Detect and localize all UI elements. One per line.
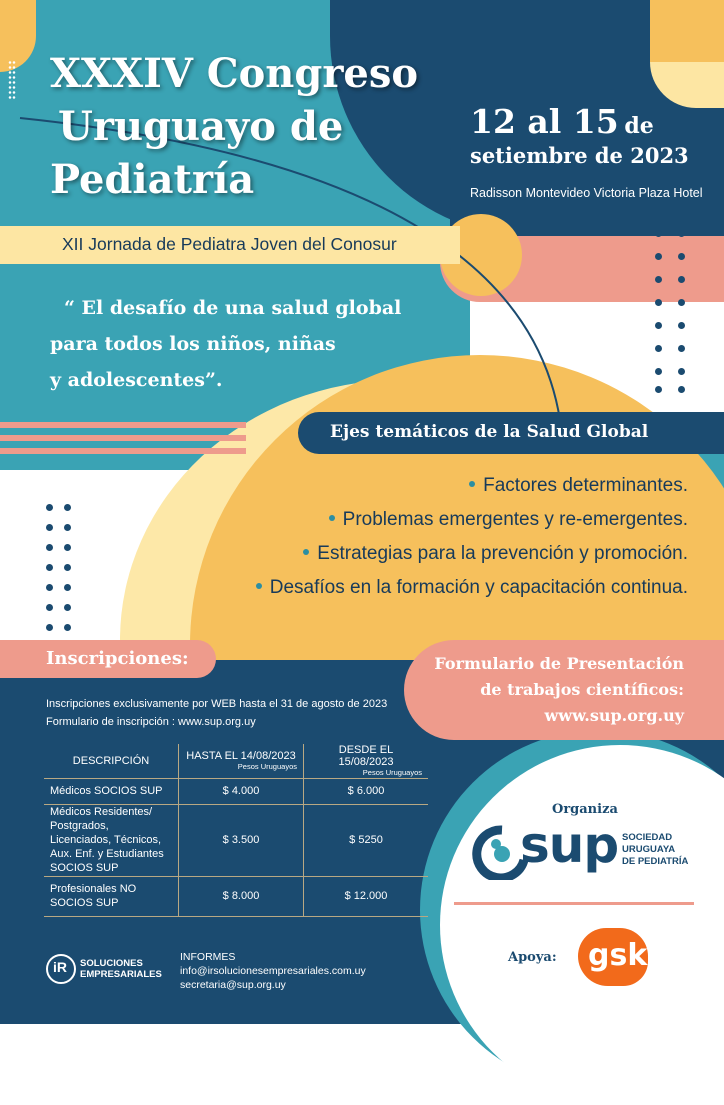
col-header-sub: Pesos Uruguayos — [237, 762, 297, 772]
eje-text: Estrategias para la prevención y promoción. — [317, 543, 688, 564]
bullet-icon — [469, 481, 475, 487]
eje-text: Desafíos en la formación y capacitación continua. — [269, 577, 688, 598]
price-table — [44, 744, 428, 917]
quote-line-3: y adolescentes”. — [50, 369, 223, 391]
inscripciones-info-1: Inscripciones exclusivamente por WEB hasta el 31 de agosto de 2023 — [46, 698, 388, 710]
col-header — [304, 744, 429, 778]
col-header-text: HASTA EL 14/08/2023 — [186, 750, 296, 763]
eje-item — [256, 577, 688, 599]
formulario-line-1: Formulario de Presentación — [434, 654, 684, 673]
ir-logo-line: EMPRESARIALES — [80, 969, 162, 980]
cell-desde: $ 5250 — [304, 804, 429, 876]
event-dates — [470, 102, 654, 141]
informes-email-2[interactable]: secretaria@sup.org.uy — [180, 979, 286, 991]
bullet-icon — [329, 515, 335, 521]
eje-item — [469, 475, 688, 497]
col-header-sub: Pesos Uruguayos — [362, 768, 422, 778]
quote-line-2: para todos los niños, niñas — [50, 333, 336, 355]
cell-hasta: $ 8.000 — [179, 876, 304, 916]
sup-logo-text: sup — [520, 816, 619, 874]
col-header — [44, 744, 179, 778]
bullet-icon — [256, 583, 262, 589]
cell-hasta: $ 3.500 — [179, 804, 304, 876]
formulario-link[interactable]: www.sup.org.uy — [544, 706, 684, 725]
bullet-icon — [303, 549, 309, 555]
venue: Radisson Montevideo Victoria Plaza Hotel — [470, 186, 703, 200]
sup-name-line: URUGUAYA — [622, 844, 676, 855]
sup-name-line: DE PEDIATRÍA — [622, 856, 689, 867]
table-row — [44, 804, 428, 876]
ir-logo-text — [80, 958, 162, 980]
date-month-year: setiembre de 2023 — [470, 143, 689, 168]
eje-item — [329, 509, 688, 531]
quote-line-1: “ El desafío de una salud global — [64, 297, 402, 319]
cell-desc: Médicos Residentes/ Postgrados, Licenciados, Técnicos, Aux. Enf. y Estudiantes SOCIOS SUP — [44, 804, 179, 876]
salmon-divider — [454, 902, 694, 905]
date-de: de — [624, 113, 654, 139]
cell-desc: Profesionales NO SOCIOS SUP — [44, 876, 179, 916]
ejes-title: Ejes temáticos de la Salud Global — [330, 422, 649, 442]
col-header — [179, 744, 304, 778]
cell-desde: $ 6.000 — [304, 778, 429, 804]
apoya-label: Apoya: — [508, 950, 557, 965]
eje-item — [303, 543, 688, 565]
cell-desde: $ 12.000 — [304, 876, 429, 916]
title-line-2: Uruguayo de — [58, 103, 344, 150]
title-line-1: XXXIV Congreso — [50, 50, 419, 97]
ir-logo-line: SOLUCIONES — [80, 958, 143, 969]
title-line-3: Pediatría — [50, 156, 255, 203]
sup-name-line: SOCIEDAD — [622, 832, 673, 843]
col-header-text: DESDE EL 15/08/2023 — [338, 744, 394, 769]
table-header-row — [44, 744, 428, 778]
informes-title: INFORMES — [180, 951, 236, 963]
eje-text: Factores determinantes. — [483, 475, 688, 496]
informes-email-1[interactable]: info@irsolucionesempresariales.com.uy — [180, 965, 366, 977]
col-header-text: DESCRIPCIÓN — [72, 754, 150, 767]
informes — [180, 950, 366, 992]
ir-logo-mark: iR — [53, 959, 67, 975]
table-row — [44, 876, 428, 916]
organiza-label: Organiza — [552, 802, 618, 817]
table-row — [44, 778, 428, 804]
formulario-line-2: de trabajos científicos: — [480, 680, 684, 699]
inscripciones-title: Inscripciones: — [46, 648, 189, 669]
sup-name — [622, 832, 688, 868]
sup-logo — [472, 816, 619, 880]
cell-desc: Médicos SOCIOS SUP — [44, 778, 179, 804]
small-dots-top-left — [8, 60, 16, 100]
inscripciones-info-2: Formulario de inscripción : www.sup.org.uy — [46, 716, 256, 728]
cell-hasta: $ 4.000 — [179, 778, 304, 804]
eje-text: Problemas emergentes y re-emergentes. — [342, 509, 688, 530]
jornada-text: XII Jornada de Pediatra Joven del Conosur — [62, 234, 397, 254]
date-range: 12 al 15 — [470, 102, 619, 141]
gsk-logo-text: gsk — [588, 938, 648, 973]
